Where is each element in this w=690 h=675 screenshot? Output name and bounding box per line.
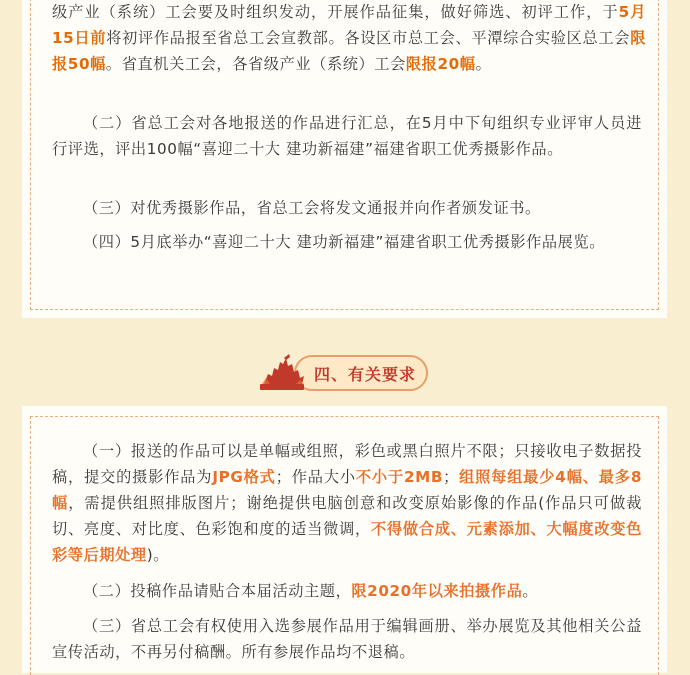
worker-statue-icon (258, 354, 310, 394)
para-text: 级产业（系统）工会要及时组织发动，开展作品征集，做好筛选、初评工 (52, 3, 571, 21)
highlight-group-count: 组照每组最少4幅、最多8幅 (52, 468, 643, 512)
paragraph-submission (52, 0, 646, 77)
highlight-date-limit: 限2020年以来拍摄作品 (351, 582, 523, 600)
para-text: 。 (522, 582, 539, 600)
paragraph-review: （二）省总工会对各地报送的作品进行汇总，在5月中下旬组织专业评审人员进行评选，评出100幅“喜迎二十大 建功新福建”福建省职工优秀摄影作品。 (52, 114, 642, 158)
para-text: 将初评作品报至省总工会宣教部。各设区市总工会、平 (106, 29, 488, 47)
para-text: 作，于 (570, 3, 619, 21)
paragraph-usage-rights: （三）省总工会有权使用入选参展作品用于编辑画册、举办展览及其他相关公益宣传活动，不再另付稿酬。所有参展作品均不退稿。 (52, 617, 642, 661)
section-title: 四、有关要求 (314, 365, 417, 384)
highlight-format: JPG格式 (212, 468, 276, 486)
para-text: 潭综合实验区总工会 (487, 29, 631, 47)
paragraph-theme (52, 578, 642, 604)
para-text: ，需提供组照排版图片；谢绝提供电脑创意和改变原始影像的作品(作品只可做裁切、亮度、对比度、色彩饱和度的适当微调， (52, 494, 642, 538)
para-text: 。省直机关工会，各省级产业（系统）工会 (105, 55, 406, 73)
highlight-no-editing: 不得做合成、元素添加、大幅度改变色彩等后期处理 (52, 520, 643, 564)
paragraph-certificate: （三）对优秀摄影作品，省总工会将发文通报并向作者颁发证书。 (83, 199, 541, 217)
section-header (258, 354, 430, 394)
para-text: 。 (475, 55, 492, 73)
highlight-size: 不小于2MB (355, 468, 444, 486)
highlight-quota: 限报50幅 (52, 29, 646, 73)
para-text: )。 (146, 546, 170, 564)
paragraph-format-requirements (52, 438, 642, 568)
para-text: （二）投稿作品请贴合本届活动主题， (83, 582, 352, 600)
para-text: （一）报送的作品可以是单幅或组照，彩色或黑白照片不限；只接收电子数据投稿，提交的摄影作品为 (52, 442, 642, 486)
paragraph-exhibition: （四）5月底举办“喜迎二十大 建功新福建”福建省职工优秀摄影作品展览。 (83, 233, 606, 251)
highlight-deadline: 5月15日前 (52, 3, 646, 47)
para-text: ； (443, 468, 459, 486)
para-text: ；作品大小 (275, 468, 356, 486)
highlight-quota: 限报20幅 (405, 55, 476, 73)
